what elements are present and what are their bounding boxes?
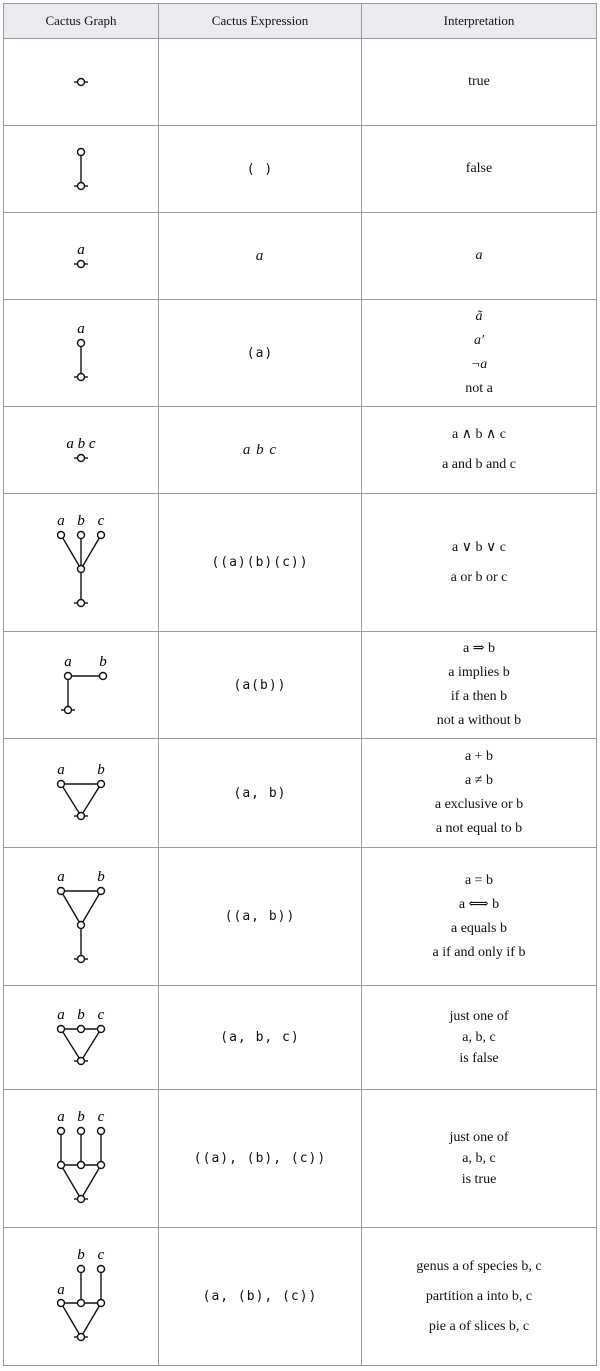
cactus-graph-diagram xyxy=(46,1247,116,1347)
cactus-graph-diagram xyxy=(46,867,116,967)
cactus-expression-cell xyxy=(159,39,362,126)
table-row xyxy=(4,739,597,848)
interpretation-line: a implies b xyxy=(448,665,510,680)
interpretation-cell xyxy=(362,126,597,213)
cactus-expression-cell: a b c xyxy=(159,407,362,494)
interpretation-line: genus a of species b, c xyxy=(416,1258,542,1274)
header-cactus-graph: Cactus Graph xyxy=(4,4,159,39)
graph-label: c xyxy=(97,1108,105,1125)
interpretation-line: is false xyxy=(459,1051,499,1066)
interpretation-line: a ∨ b ∨ c xyxy=(452,539,506,555)
interpretation-cell xyxy=(362,1228,597,1366)
interpretation-line: a ⟺ b xyxy=(458,896,500,912)
interpretation-line: a if and only if b xyxy=(432,944,526,960)
interpretation-line: a ⇒ b xyxy=(463,641,495,656)
interpretation-line: true xyxy=(468,74,490,89)
interpretation-line: just one of xyxy=(449,1009,509,1024)
interpretation-line: a xyxy=(475,248,483,263)
cactus-graph-diagram xyxy=(46,1003,116,1073)
cactus-expression-cell: (a, b, c) xyxy=(159,986,362,1090)
graph-label: b xyxy=(77,512,85,529)
cactus-graph-diagram xyxy=(51,144,111,194)
cactus-expression-cell: ((a, b)) xyxy=(159,848,362,986)
graph-label: a xyxy=(57,512,65,529)
interpretation-line: a and b and c xyxy=(442,457,516,472)
graph-label: c xyxy=(97,1246,105,1263)
cactus-graph-diagram xyxy=(46,650,116,720)
graph-label: b xyxy=(77,1006,85,1023)
cactus-graph-cell xyxy=(4,300,159,407)
interpretation-line: a exclusive or b xyxy=(434,797,524,812)
cactus-graph-cell xyxy=(4,39,159,126)
interpretation-line: a or b or c xyxy=(450,569,508,585)
graph-label: c xyxy=(97,1006,105,1023)
interpretation-line: if a then b xyxy=(450,689,508,704)
cactus-expression-cell: (a, (b), (c)) xyxy=(159,1228,362,1366)
interpretation-cell xyxy=(362,300,597,407)
cactus-graph-diagram xyxy=(46,513,116,613)
interpretation-line: false xyxy=(465,161,493,176)
cactus-graph-cell xyxy=(4,213,159,300)
cactus-graph-diagram xyxy=(46,758,116,828)
cactus-graph-cell xyxy=(4,632,159,739)
cactus-expression-cell: (a, b) xyxy=(159,739,362,848)
table-row xyxy=(4,1228,597,1366)
cactus-graph-cell xyxy=(4,407,159,494)
interpretation-line: a, b, c xyxy=(462,1151,496,1166)
interpretation-cell xyxy=(362,848,597,986)
interpretation-line: just one of xyxy=(449,1130,509,1145)
cactus-table xyxy=(3,3,597,1366)
cactus-graph-cell xyxy=(4,1090,159,1228)
interpretation-line: a ≠ b xyxy=(465,773,493,788)
interpretation-line: pie a of slices b, c xyxy=(428,1318,530,1334)
table-row xyxy=(4,39,597,126)
cactus-expression-cell: (a) xyxy=(159,300,362,407)
interpretation-cell xyxy=(362,739,597,848)
interpretation-line: a′ xyxy=(473,333,485,348)
graph-label: b xyxy=(97,868,105,885)
cactus-graph-diagram xyxy=(51,321,111,385)
interpretation-line: a = b xyxy=(464,872,494,888)
graph-label: a xyxy=(57,762,65,778)
interpretation-cell xyxy=(362,39,597,126)
table-row xyxy=(4,848,597,986)
cactus-graph-diagram xyxy=(51,72,111,92)
interpretation-line: a equals b xyxy=(451,920,507,936)
interpretation-cell xyxy=(362,494,597,632)
interpretation-line: ã xyxy=(475,309,483,324)
cactus-graph-diagram xyxy=(46,1109,116,1209)
table-row xyxy=(4,126,597,213)
table-row xyxy=(4,213,597,300)
interpretation-cell xyxy=(362,213,597,300)
table-row xyxy=(4,986,597,1090)
cactus-expression-cell: ((a)(b)(c)) xyxy=(159,494,362,632)
interpretation-line: ¬a xyxy=(470,357,488,372)
graph-label: a xyxy=(77,321,85,337)
interpretation-cell xyxy=(362,1090,597,1228)
interpretation-cell xyxy=(362,632,597,739)
graph-label: a xyxy=(57,1006,65,1023)
table-row xyxy=(4,300,597,407)
cactus-graph-cell xyxy=(4,1228,159,1366)
cactus-expression-cell: (a(b)) xyxy=(159,632,362,739)
interpretation-cell xyxy=(362,407,597,494)
graph-label: a b c xyxy=(66,436,96,452)
interpretation-line: a + b xyxy=(464,749,494,764)
cactus-graph-cell xyxy=(4,848,159,986)
table-row xyxy=(4,494,597,632)
graph-label: c xyxy=(97,512,105,529)
table-row xyxy=(4,1090,597,1228)
table-row xyxy=(4,407,597,494)
graph-label: b xyxy=(77,1246,85,1263)
graph-label: a xyxy=(57,1281,65,1298)
cactus-expression-cell: ( ) xyxy=(159,126,362,213)
graph-label: a xyxy=(57,1108,65,1125)
graph-label: a xyxy=(64,654,72,670)
header-row xyxy=(4,4,597,39)
interpretation-line: not a xyxy=(465,381,493,396)
interpretation-line: not a without b xyxy=(436,713,522,728)
interpretation-line: a ∧ b ∧ c xyxy=(452,427,506,442)
cactus-graph-diagram xyxy=(51,236,111,276)
cactus-graph-diagram xyxy=(51,430,111,470)
cactus-graph-cell xyxy=(4,739,159,848)
cactus-expression-cell: ((a), (b), (c)) xyxy=(159,1090,362,1228)
interpretation-line: a not equal to b xyxy=(435,821,523,836)
graph-label: b xyxy=(97,762,105,778)
cactus-graph-cell xyxy=(4,494,159,632)
graph-label: a xyxy=(77,242,85,258)
graph-label: a xyxy=(57,868,65,885)
cactus-graph-cell xyxy=(4,986,159,1090)
header-interpretation: Interpretation xyxy=(362,4,597,39)
graph-label: b xyxy=(99,654,107,670)
cactus-graph-cell xyxy=(4,126,159,213)
interpretation-line: partition a into b, c xyxy=(425,1288,533,1304)
table-row xyxy=(4,632,597,739)
cactus-expression-cell: a xyxy=(159,213,362,300)
interpretation-cell xyxy=(362,986,597,1090)
header-cactus-expression: Cactus Expression xyxy=(159,4,362,39)
interpretation-line: a, b, c xyxy=(462,1030,496,1045)
interpretation-line: is true xyxy=(461,1172,497,1187)
graph-label: b xyxy=(77,1108,85,1125)
